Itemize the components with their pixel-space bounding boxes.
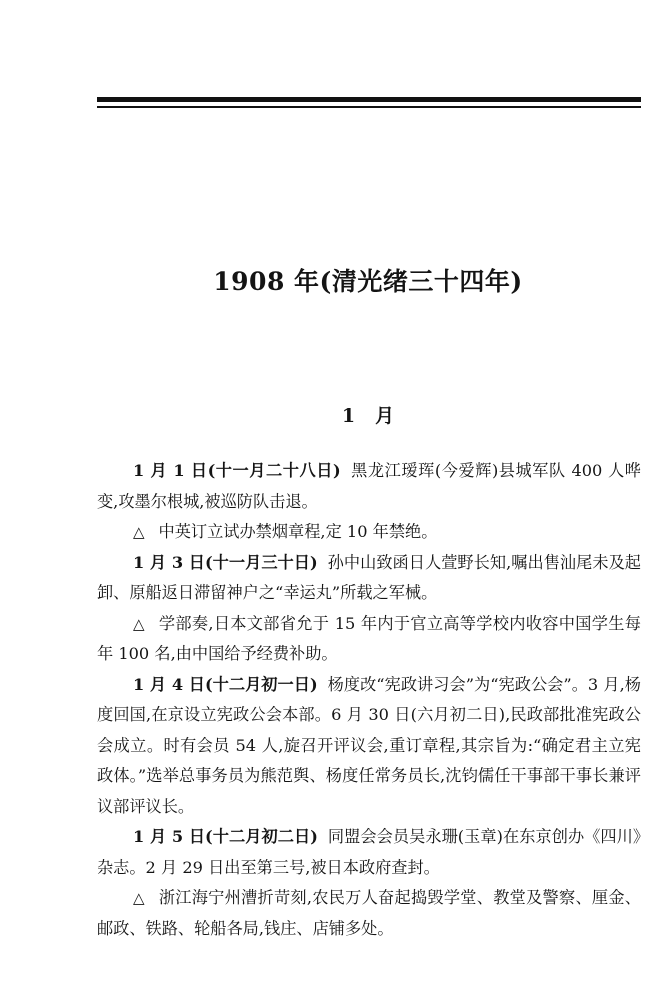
chronicle-entry <box>97 883 641 944</box>
chronicle-entry <box>97 456 641 517</box>
chronicle-entry <box>97 670 641 823</box>
entry-date: 1 月 5 日(十二月初二日) <box>133 827 318 846</box>
chronicle-entry <box>97 517 641 548</box>
triangle-marker-icon: △ <box>133 889 145 907</box>
entry-text: 同盟会会员吴永珊(玉章)在东京创办《四川》杂志。2 月 29 日出至第三号,被日本政府查封。 <box>97 827 641 877</box>
chronicle-body <box>97 456 641 944</box>
header-rule-thin <box>97 106 641 108</box>
month-label: 月 <box>375 405 395 427</box>
entry-date: 1 月 3 日(十一月三十日) <box>133 552 318 572</box>
chronicle-entry <box>97 822 641 883</box>
header-rule-thick <box>97 97 641 102</box>
chronicle-entry <box>97 609 641 670</box>
entry-date: 1 月 1 日(十一月二十八日) <box>133 461 341 480</box>
triangle-marker-icon: △ <box>133 523 145 541</box>
entry-text: 浙江海宁州漕折苛刻,农民万人奋起捣毁学堂、教堂及警察、厘金、邮政、铁路、轮船各局,钱庄、店铺多处。 <box>97 888 641 938</box>
entry-date: 1 月 4 日(十二月初一日) <box>133 674 318 694</box>
entry-text: 杨度改“宪政讲习会”为“宪政公会”。3 月,杨度回国,在京设立宪政公会本部。6 月 30 日(六月初二日),民政部批准宪政公会成立。时有会员 54 人,旋召开评议会,重订章程,其宗旨为:“确定君主立宪政体。”选举总事务员为熊范舆、杨度任常务员长,沈钧儒任干事部干事长兼评议部评议长。 <box>97 674 641 816</box>
entry-text: 孙中山致函日人萱野长知,嘱出售汕尾未及起卸、原船返日滞留神户之“幸运丸”所载之军械。 <box>97 552 641 602</box>
chronicle-entry <box>97 548 641 609</box>
month-title <box>0 401 650 428</box>
month-number: 1 <box>341 405 356 427</box>
triangle-marker-icon: △ <box>133 614 145 633</box>
entry-text: 黑龙江瑷珲(今爱辉)县城军队 400 人哗变,攻墨尔根城,被巡防队击退。 <box>97 461 641 511</box>
year-title: 1908 年(清光绪三十四年) <box>213 267 523 296</box>
entry-text: 学部奏,日本文部省允于 15 年内于官立高等学校内收容中国学生每年 100 名,由中国给予经费补助。 <box>97 613 641 663</box>
entry-text: 中英订立试办禁烟章程,定 10 年禁绝。 <box>158 522 438 541</box>
